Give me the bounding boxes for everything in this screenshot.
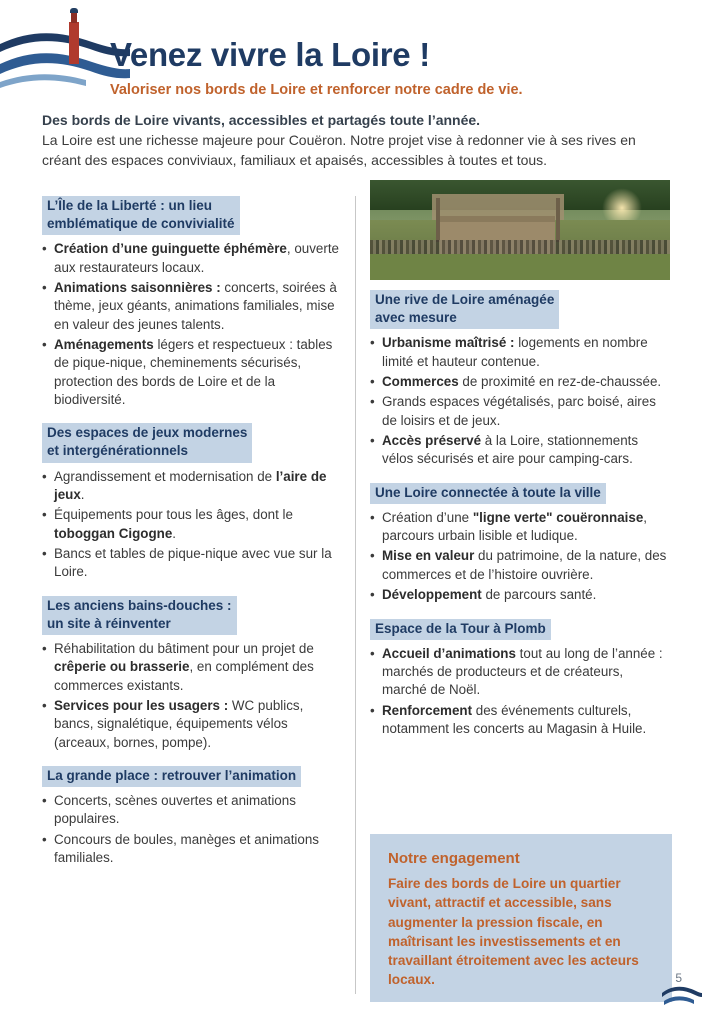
list-item: • Agrandissement et modernisation de l’aire de jeux. [42, 468, 342, 505]
section-heading-line1: L’Île de la Liberté : un lieu [47, 198, 213, 213]
section-heading [370, 483, 606, 504]
section-heading [42, 596, 237, 635]
section-heading-line1: Espace de la Tour à Plomb [375, 620, 546, 636]
section-list [370, 334, 670, 469]
section-heading-line1: Les anciens bains-douches : [47, 597, 232, 613]
section-heading [370, 290, 559, 329]
page-number: 5 [675, 971, 682, 985]
section-heading-line1: La grande place : retrouver l’animation [47, 768, 297, 784]
page-header [0, 0, 710, 120]
section-heading-line2: et intergénérationnels [47, 443, 189, 459]
list-item: • Aménagements légers et respectueux : tables de pique-nique, cheminements sécurisés, protection des bords de Loire et de la biodiversité. [42, 336, 342, 409]
list-item: • Animations saisonnières : concerts, soirées à thème, jeux géants, animations familiales, mise en valeur des jeunes talents. [42, 279, 342, 334]
section-list [370, 509, 670, 605]
list-item: • Commerces de proximité en rez-de-chaussée. [370, 373, 670, 391]
section-list [42, 468, 342, 582]
photo-spacer [370, 196, 670, 290]
intro-lead: Des bords de Loire vivants, accessibles et partagés toute l’année. [42, 112, 481, 128]
section-heading [42, 423, 252, 462]
content-section [42, 596, 342, 752]
content-section [42, 196, 342, 409]
list-item: • Services pour les usagers : WC publics, bancs, signalétique, équipements vélos (arceaux, bornes, pompe). [42, 697, 342, 752]
section-heading-line2: avec mesure [375, 310, 457, 326]
section-list [42, 240, 342, 409]
engagement-box [370, 834, 672, 1002]
list-item: • Concerts, scènes ouvertes et animations populaires. [42, 792, 342, 829]
section-list [42, 792, 342, 867]
section-heading-line2: un site à réinventer [47, 615, 171, 631]
page-title: Venez vivre la Loire ! [110, 36, 430, 73]
column-divider [355, 196, 356, 994]
section-heading-line2: emblématique de convivialité [47, 216, 235, 232]
list-item: • Renforcement des événements culturels, notamment les concerts au Magasin à Huile. [370, 702, 670, 739]
section-heading [42, 196, 240, 235]
content-section [42, 766, 342, 868]
intro-block [42, 112, 672, 171]
right-column [370, 196, 670, 752]
section-heading-line1: Une Loire connectée à toute la ville [375, 484, 601, 500]
section-heading-line1: Une rive de Loire aménagée [375, 292, 555, 307]
engagement-title: Notre engagement [388, 850, 520, 867]
section-list [42, 640, 342, 752]
list-item: • Grands espaces végétalisés, parc boisé, aires de loisirs et de jeux. [370, 393, 670, 430]
page-subtitle: Valoriser nos bords de Loire et renforcer notre cadre de vie. [110, 82, 523, 98]
section-heading [42, 766, 301, 787]
list-item: • Mise en valeur du patrimoine, de la nature, des commerces et de l’histoire ouvrière. [370, 547, 670, 584]
list-item: • Concours de boules, manèges et animations familiales. [42, 831, 342, 868]
content-section [42, 423, 342, 581]
intro-body: La Loire est une richesse majeure pour Couëron. Notre projet vise à redonner vie à ses rives en créant des espaces conviviaux, familiaux et apaisés, accessibles à toutes et tous. [42, 132, 636, 168]
section-heading-line1: Des espaces de jeux modernes [47, 425, 248, 441]
list-item: • Création d’une guinguette éphémère, ouverte aux restaurateurs locaux. [42, 240, 342, 277]
left-column [42, 196, 342, 882]
list-item: • Accès préservé à la Loire, stationnements vélos sécurisés et aire pour camping-cars. [370, 432, 670, 469]
engagement-text: Faire des bords de Loire un quartier vivant, attractif et accessible, sans augmenter la pression fiscale, en maîtrisant les investissements et en travaillant étroitement avec les acteurs locaux. [388, 876, 639, 988]
content-section [370, 290, 670, 469]
list-item: • Réhabilitation du bâtiment pour un projet de crêperie ou brasserie, en complément des commerces existants. [42, 640, 342, 695]
list-item: • Bancs et tables de pique-nique avec vue sur la Loire. [42, 545, 342, 582]
content-section [370, 483, 670, 605]
section-list [370, 645, 670, 739]
list-item: • Équipements pour tous les âges, dont le toboggan Cigogne. [42, 506, 342, 543]
footer-wave-icon [662, 985, 702, 1007]
list-item: • Création d’une "ligne verte" couëronnaise, parcours urbain lisible et ludique. [370, 509, 670, 546]
list-item: • Développement de parcours santé. [370, 586, 670, 604]
list-item: • Urbanisme maîtrisé : logements en nombre limité et hauteur contenue. [370, 334, 670, 371]
section-heading [370, 619, 551, 640]
content-section [370, 619, 670, 739]
lighthouse-icon [66, 8, 82, 64]
list-item: • Accueil d’animations tout au long de l’année : marchés de producteurs et de créateurs, marché de Noël. [370, 645, 670, 700]
